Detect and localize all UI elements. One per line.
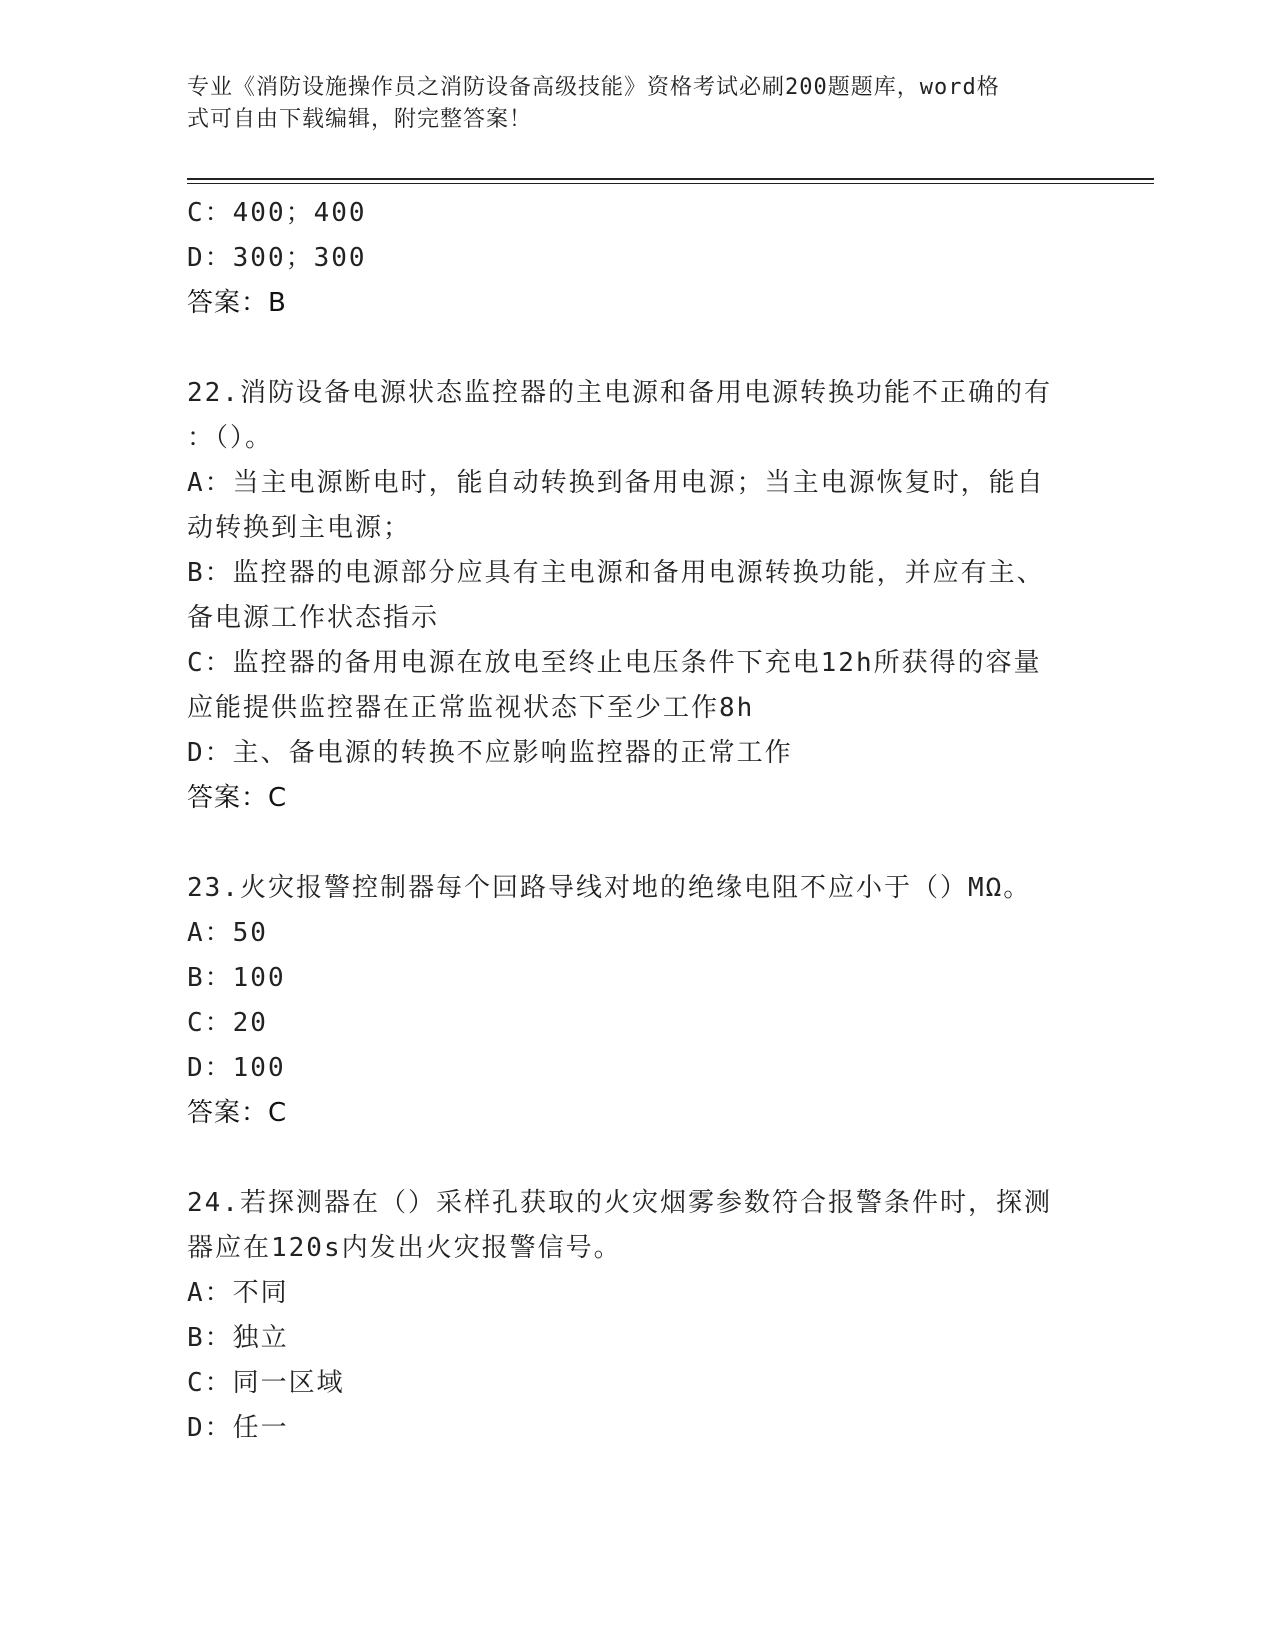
spacer [187,821,1087,866]
q24-stem-line-2: 器应在120s内发出火灾报警信号。 [187,1233,622,1263]
question-list [187,191,1087,1451]
q22-option-c-line-1: C：监控器的备用电源在放电至终止电压条件下充电12h所获得的容量 [187,648,1042,678]
q24-option-c: C：同一区域 [187,1368,345,1398]
q22-option-d: D：主、备电源的转换不应影响监控器的正常工作 [187,738,793,768]
document-header [187,72,1067,136]
q23-option-d: D：100 [187,1053,286,1083]
q22-option-b-line-2: 备电源工作状态指示 [187,603,440,633]
q21-option-c: C：400；400 [187,198,367,228]
q23-stem: 23.火灾报警控制器每个回路导线对地的绝缘电阻不应小于（）MΩ。 [187,873,1032,903]
q22-stem-line-2: ：（）。 [187,423,274,453]
q24-stem-line-1: 24.若探测器在（）采样孔获取的火灾烟雾参数符合报警条件时，探测 [187,1188,1052,1218]
spacer [187,326,1087,371]
header-title-line-2: 式可自由下载编辑，附完整答案！ [187,107,533,132]
q21-option-d: D：300；300 [187,243,367,273]
header-divider-thin [187,183,1154,184]
question-24 [187,1181,1087,1451]
q24-option-d: D：任一 [187,1413,289,1443]
spacer [187,1136,1087,1181]
q23-option-b: B：100 [187,963,286,993]
q23-option-a: A：50 [187,918,268,948]
q24-option-b: B：独立 [187,1323,289,1353]
question-21 [187,191,1087,326]
header-title-line-1: 专业《消防设施操作员之消防设备高级技能》资格考试必刷200题题库，word格 [187,75,1000,100]
header-divider-thick [187,178,1154,180]
question-23 [187,866,1087,1136]
q23-answer: 答案：C [187,1098,288,1128]
q24-option-a: A：不同 [187,1278,289,1308]
q23-option-c: C：20 [187,1008,268,1038]
q22-option-c-line-2: 应能提供监控器在正常监视状态下至少工作8h [187,693,755,723]
q21-answer: 答案：B [187,288,287,318]
q22-option-a-line-2: 动转换到主电源； [187,513,412,543]
q22-option-b-line-1: B：监控器的电源部分应具有主电源和备用电源转换功能，并应有主、 [187,558,1045,588]
q22-answer: 答案：C [187,783,288,813]
question-22 [187,371,1087,821]
q22-option-a-line-1: A：当主电源断电时，能自动转换到备用电源；当主电源恢复时，能自 [187,468,1045,498]
q22-stem-line-1: 22.消防设备电源状态监控器的主电源和备用电源转换功能不正确的有 [187,378,1052,408]
